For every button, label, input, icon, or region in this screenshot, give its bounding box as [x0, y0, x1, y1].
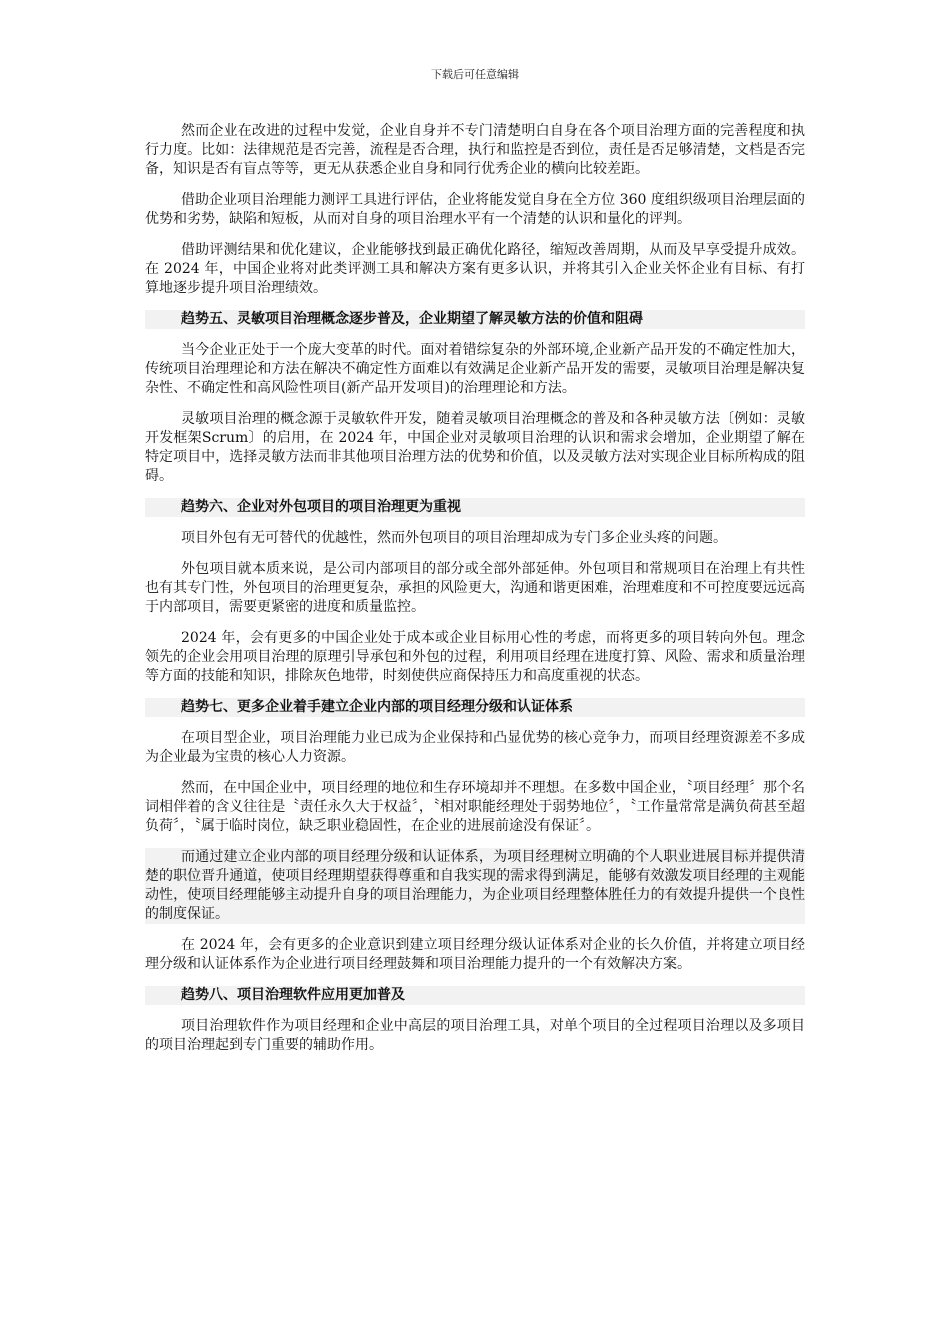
section-heading: 趋势八、项目治理软件应用更加普及 — [145, 986, 805, 1005]
paragraph: 借助企业项目治理能力测评工具进行评估，企业将能发觉自身在全方位 360 度组织级项目治理层面的优势和劣势，缺陷和短板，从而对自身的项目治理水平有一个清楚的认识和量化的评判。 — [145, 192, 805, 227]
paragraph: 项目治理软件作为项目经理和企业中高层的项目治理工具，对单个项目的全过程项目治理以及多项目的项目治理起到专门重要的辅助作用。 — [145, 1018, 805, 1053]
section-heading: 趋势五、灵敏项目治理概念逐步普及，企业期望了解灵敏方法的价值和阻碍 — [145, 310, 805, 329]
paragraph: 然而企业在改进的过程中发觉，企业自身并不专门清楚明白自身在各个项目治理方面的完善程度和执行力度。比如：法律规范是否完善，流程是否合理，执行和监控是否到位，责任是否足够清楚，文档是否完备，知识是否有盲点等等，更无从获悉企业自身和同行优秀企业的横向比较差距。 — [145, 123, 805, 177]
paragraph: 然而，在中国企业中，项目经理的地位和生存环境却并不理想。在多数中国企业，〝项目经理〞那个名词相伴着的含义往往是〝责任永久大于权益〞，〝相对职能经理处于弱势地位〞，〝工作量常常是满负荷甚至超负荷〞，〝属于临时岗位，缺乏职业稳固性，在企业的进展前途没有保证〞。 — [145, 780, 805, 834]
highlighted-paragraph: 而通过建立企业内部的项目经理分级和认证体系，为项目经理树立明确的个人职业进展目标并提供清楚的职位晋升通道，使项目经理期望获得尊重和自我实现的需求得到满足，能够有效激发项目经理的主观能动性，使项目经理能够主动提升自身的项目治理能力，为企业项目经理整体胜任力的有效提升提供一个良性的制度保证。 — [145, 849, 805, 922]
paragraph: 在 2024 年，会有更多的企业意识到建立项目经理分级认证体系对企业的长久价值，并将建立项目经理分级和认证体系作为企业进行项目经理鼓舞和项目治理能力提升的一个有效解决方案。 — [145, 937, 805, 972]
paragraph: 灵敏项目治理的概念源于灵敏软件开发，随着灵敏项目治理概念的普及和各种灵敏方法〔例如：灵敏开发框架Scrum〕的启用，在 2024 年，中国企业对灵敏项目治理的认识和需求会增加，企业期望了解在特定项目中，选择灵敏方法而非其他项目治理方法的优势和价值，以及灵敏方法对实现企业目标所构成的阻碍。 — [145, 411, 805, 484]
paragraph: 在项目型企业，项目治理能力业已成为企业保持和凸显优势的核心竞争力，而项目经理资源差不多成为企业最为宝贵的核心人力资源。 — [145, 730, 805, 765]
paragraph: 当今企业正处于一个庞大变革的时代。面对着错综复杂的外部环境,企业新产品开发的不确定性加大，传统项目治理理论和方法在解决不确定性方面难以有效满足企业新产品开发的需要，灵敏项目治理是解决复杂性、不确定性和高风险性项目(新产品开发项目)的治理理论和方法。 — [145, 342, 805, 396]
paragraph: 2024 年，会有更多的中国企业处于成本或企业目标用心性的考虑，而将更多的项目转向外包。理念领先的企业会用项目治理的原理引导承包和外包的过程，利用项目经理在进度打算、风险、需求和质量治理等方面的技能和知识，排除灰色地带，时刻使供应商保持压力和高度重视的状态。 — [145, 630, 805, 684]
page-header: 下载后可任意编辑 — [431, 68, 519, 81]
document-body — [145, 122, 805, 1067]
paragraph: 项目外包有无可替代的优越性，然而外包项目的项目治理却成为专门多企业头疼的问题。 — [181, 530, 727, 546]
paragraph: 外包项目就本质来说，是公司内部项目的部分或全部外部延伸。外包项目和常规项目在治理上有共性也有其专门性，外包项目的治理更复杂，承担的风险更大，沟通和谐更困难，治理难度和不可控度要远远高于内部项目，需要更紧密的进度和质量监控。 — [145, 561, 805, 615]
paragraph: 借助评测结果和优化建议，企业能够找到最正确优化路径，缩短改善周期，从而及早享受提升成效。在 2024 年，中国企业将对此类评测工具和解决方案有更多认识，并将其引入企业关怀企业有目标、有打算地逐步提升项目治理绩效。 — [145, 242, 805, 296]
section-heading: 趋势七、更多企业着手建立企业内部的项目经理分级和认证体系 — [145, 698, 805, 717]
section-heading: 趋势六、企业对外包项目的项目治理更为重视 — [145, 498, 805, 517]
